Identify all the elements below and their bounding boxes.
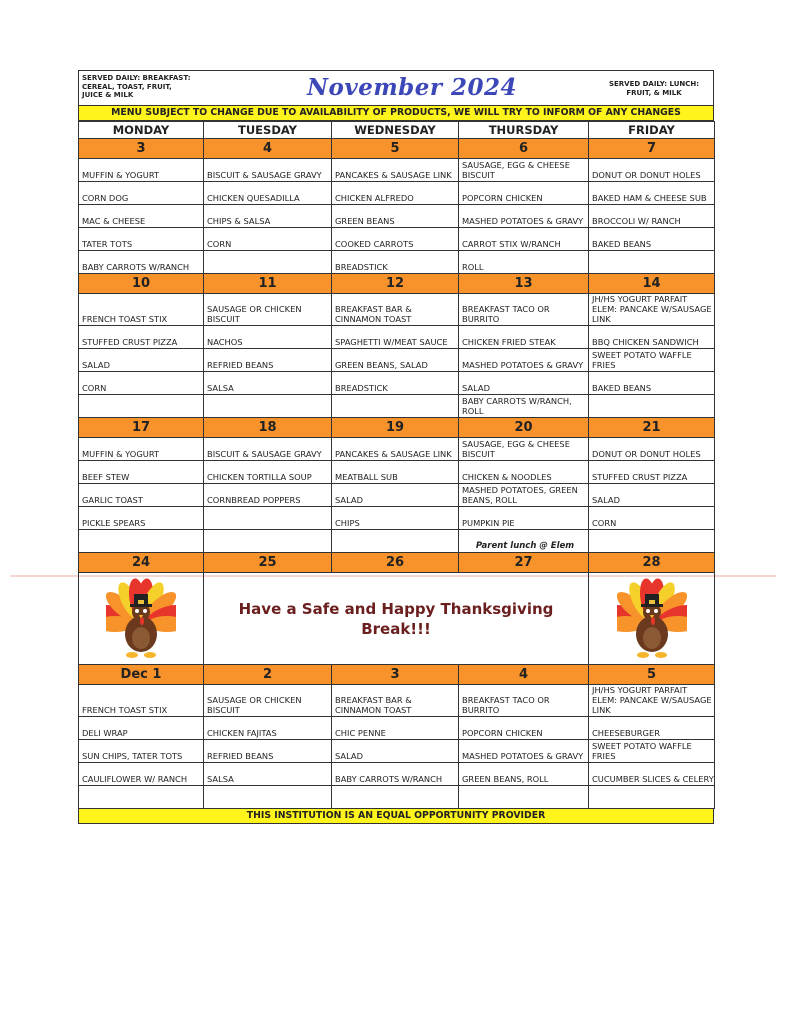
menu-item: CHIPS [332,507,459,530]
date-cell: 28 [589,553,715,573]
menu-item [204,786,332,809]
menu-item: MASHED POTATOES, GREEN BEANS, ROLL [459,484,589,507]
menu-item: PANCAKES & SAUSAGE LINK [332,159,459,182]
menu-item [459,786,589,809]
menu-row [79,717,715,740]
menu-item: BREAKFAST TACO OR BURRITO [459,685,589,717]
thanksgiving-message-cell [204,573,589,665]
menu-item: MASHED POTATOES & GRAVY [459,205,589,228]
menu-item [204,530,332,553]
menu-row [79,182,715,205]
menu-row [79,484,715,507]
menu-item: MUFFIN & YOGURT [79,438,204,461]
menu-item: SALAD [332,484,459,507]
date-cell: 7 [589,139,715,159]
menu-item: CHICKEN QUESADILLA [204,182,332,205]
thanksgiving-message-line: Have a Safe and Happy Thanksgiving [238,599,554,618]
menu-item: BEEF STEW [79,461,204,484]
weekday-header: TUESDAY [204,122,332,139]
menu-item: BABY CARROTS W/RANCH [332,763,459,786]
menu-item: CORN [589,507,715,530]
weekday-header: THURSDAY [459,122,589,139]
menu-title: November 2024 [306,74,518,101]
menu-item: SAUSAGE OR CHICKEN BISCUIT [204,685,332,717]
menu-item: CHICKEN FRIED STEAK [459,326,589,349]
menu-item: POPCORN CHICKEN [459,182,589,205]
date-cell: 5 [332,139,459,159]
date-cell: 4 [459,665,589,685]
thanksgiving-break-row [79,573,715,665]
date-row [79,274,715,294]
breakfast-note-line: CEREAL, TOAST, FRUIT, [82,82,172,91]
menu-item: SALAD [332,740,459,763]
turkey-cell [589,573,715,665]
lunch-note [595,71,713,105]
breakfast-note [79,71,229,105]
menu-item: CARROT STIX W/RANCH [459,228,589,251]
menu-item: JH/HS YOGURT PARFAIT ELEM: PANCAKE W/SAUSAGE LINK [589,294,715,326]
menu-item: BAKED HAM & CHEESE SUB [589,182,715,205]
menu-item: SWEET POTATO WAFFLE FRIES [589,740,715,763]
menu-row [79,395,715,418]
weekday-header: MONDAY [79,122,204,139]
date-cell: 18 [204,418,332,438]
menu-item: CHIPS & SALSA [204,205,332,228]
menu-item: CHEESEBURGER [589,717,715,740]
menu-row [79,438,715,461]
date-row [79,139,715,159]
menu-header [78,70,714,105]
menu-item [204,251,332,274]
date-row [79,665,715,685]
menu-item: POPCORN CHICKEN [459,717,589,740]
date-cell: 4 [204,139,332,159]
menu-item: JH/HS YOGURT PARFAIT ELEM: PANCAKE W/SAUSAGE LINK [589,685,715,717]
menu-item [589,251,715,274]
menu-item: PUMPKIN PIE [459,507,589,530]
change-notice: MENU SUBJECT TO CHANGE DUE TO AVAILABILITY OF PRODUCTS, WE WILL TRY TO INFORM OF ANY CHANGES [78,105,714,121]
date-cell: 2 [204,665,332,685]
menu-row [79,372,715,395]
menu-item: CHICKEN & NOODLES [459,461,589,484]
menu-item: CORNBREAD POPPERS [204,484,332,507]
menu-row [79,205,715,228]
menu-item: BAKED BEANS [589,372,715,395]
menu-note: Parent lunch @ Elem [459,530,589,553]
menu-item: TATER TOTS [79,228,204,251]
thanksgiving-message-line: Break!!! [361,619,431,638]
menu-item: SAUSAGE, EGG & CHEESE BISCUIT [459,159,589,182]
menu-row [79,251,715,274]
menu-item: BREADSTICK [332,372,459,395]
date-cell: Dec 1 [79,665,204,685]
menu-item: STUFFED CRUST PIZZA [589,461,715,484]
menu-item: CAULIFLOWER W/ RANCH [79,763,204,786]
menu-item: STUFFED CRUST PIZZA [79,326,204,349]
menu-item: SAUSAGE OR CHICKEN BISCUIT [204,294,332,326]
menu-item: COOKED CARROTS [332,228,459,251]
date-cell: 24 [79,553,204,573]
menu-item: SALAD [79,349,204,372]
date-cell: 3 [79,139,204,159]
menu-row [79,228,715,251]
menu-item: MAC & CHEESE [79,205,204,228]
menu-item: DONUT OR DONUT HOLES [589,438,715,461]
date-cell: 21 [589,418,715,438]
date-cell: 14 [589,274,715,294]
menu-item: CORN [79,372,204,395]
menu-item: BABY CARROTS W/RANCH [79,251,204,274]
menu-item: GREEN BEANS [332,205,459,228]
date-cell: 10 [79,274,204,294]
thanksgiving-message [204,599,588,639]
menu-item: BROCCOLI W/ RANCH [589,205,715,228]
date-cell: 27 [459,553,589,573]
menu-item [79,395,204,418]
menu-item [332,395,459,418]
menu-item [204,507,332,530]
menu-item: CORN DOG [79,182,204,205]
menu-item: BISCUIT & SAUSAGE GRAVY [204,159,332,182]
menu-item: PANCAKES & SAUSAGE LINK [332,438,459,461]
menu-item: BISCUIT & SAUSAGE GRAVY [204,438,332,461]
menu-item [79,530,204,553]
menu-item: CHICKEN FAJITAS [204,717,332,740]
menu-item: DONUT OR DONUT HOLES [589,159,715,182]
date-cell: 19 [332,418,459,438]
menu-item: ROLL [459,251,589,274]
menu-item: MASHED POTATOES & GRAVY [459,740,589,763]
breakfast-note-line: JUICE & MILK [82,91,134,99]
turkey-cell [79,573,204,665]
weekday-header: FRIDAY [589,122,715,139]
menu-item: SALSA [204,372,332,395]
menu-item: BBQ CHICKEN SANDWICH [589,326,715,349]
menu-row [79,763,715,786]
breakfast-note-line: SERVED DAILY: BREAKFAST: [82,74,191,82]
lunch-menu [78,70,714,824]
weekday-header-row [79,122,715,139]
date-row [79,553,715,573]
menu-item [332,530,459,553]
date-cell: 13 [459,274,589,294]
menu-item: SALAD [589,484,715,507]
menu-item: BREAKFAST BAR & CINNAMON TOAST [332,294,459,326]
menu-row [79,786,715,809]
menu-item: FRENCH TOAST STIX [79,294,204,326]
menu-grid [78,121,715,809]
menu-item: PICKLE SPEARS [79,507,204,530]
menu-item: SALSA [204,763,332,786]
menu-item: MEATBALL SUB [332,461,459,484]
menu-item [332,786,459,809]
lunch-note-line: FRUIT, & MILK [626,89,682,97]
menu-row [79,685,715,717]
menu-item: BREADSTICK [332,251,459,274]
menu-row [79,326,715,349]
menu-item: BREAKFAST BAR & CINNAMON TOAST [332,685,459,717]
menu-item [589,530,715,553]
menu-item: SPAGHETTI W/MEAT SAUCE [332,326,459,349]
menu-item: BABY CARROTS W/RANCH, ROLL [459,395,589,418]
date-cell: 12 [332,274,459,294]
date-cell: 6 [459,139,589,159]
menu-row [79,530,715,553]
date-cell: 5 [589,665,715,685]
menu-row [79,294,715,326]
menu-item: GREEN BEANS, SALAD [332,349,459,372]
menu-row [79,159,715,182]
menu-item: SWEET POTATO WAFFLE FRIES [589,349,715,372]
menu-item: REFRIED BEANS [204,740,332,763]
menu-row [79,740,715,763]
menu-item: SUN CHIPS, TATER TOTS [79,740,204,763]
menu-item [79,786,204,809]
menu-item [589,786,715,809]
menu-item [589,395,715,418]
weekday-header: WEDNESDAY [332,122,459,139]
menu-item: SALAD [459,372,589,395]
menu-item: CHICKEN TORTILLA SOUP [204,461,332,484]
menu-item: BAKED BEANS [589,228,715,251]
lunch-note-line: SERVED DAILY: LUNCH: [608,80,700,88]
menu-item: GARLIC TOAST [79,484,204,507]
menu-item: BREAKFAST TACO OR BURRITO [459,294,589,326]
menu-item [204,395,332,418]
menu-item: CORN [204,228,332,251]
menu-item: CHIC PENNE [332,717,459,740]
menu-row [79,507,715,530]
menu-row [79,349,715,372]
menu-item: NACHOS [204,326,332,349]
menu-item: MASHED POTATOES & GRAVY [459,349,589,372]
menu-item: REFRIED BEANS [204,349,332,372]
menu-item: FRENCH TOAST STIX [79,685,204,717]
menu-item: CHICKEN ALFREDO [332,182,459,205]
turkey-icon [617,576,687,662]
date-cell: 3 [332,665,459,685]
date-cell: 26 [332,553,459,573]
menu-item: DELI WRAP [79,717,204,740]
menu-item: GREEN BEANS, ROLL [459,763,589,786]
date-row [79,418,715,438]
turkey-icon [106,576,176,662]
menu-item: SAUSAGE, EGG & CHEESE BISCUIT [459,438,589,461]
menu-row [79,461,715,484]
equal-opportunity-footer: THIS INSTITUTION IS AN EQUAL OPPORTUNITY PROVIDER [78,809,714,824]
date-cell: 11 [204,274,332,294]
menu-item: CUCUMBER SLICES & CELERY [589,763,715,786]
date-cell: 20 [459,418,589,438]
date-cell: 17 [79,418,204,438]
date-cell: 25 [204,553,332,573]
menu-item: MUFFIN & YOGURT [79,159,204,182]
